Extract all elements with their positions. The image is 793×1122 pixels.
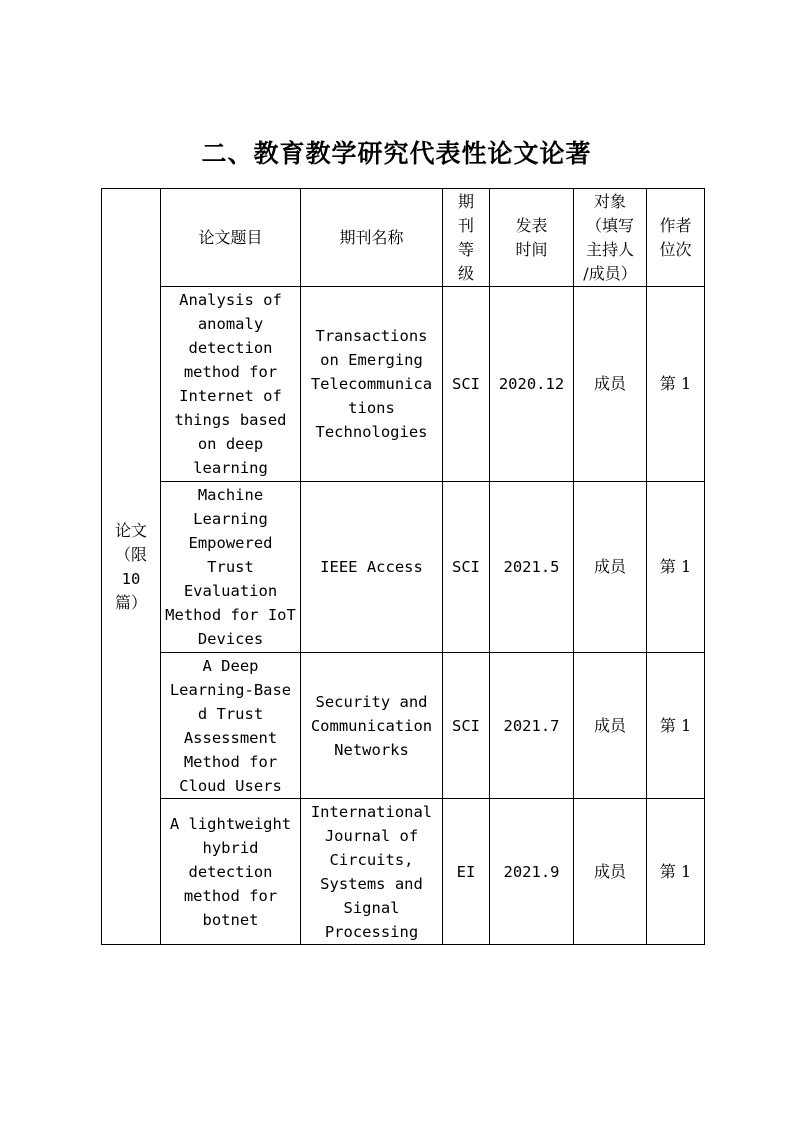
journal-line: Networks <box>334 740 409 759</box>
header-date-line: 时间 <box>515 239 548 259</box>
journal-line: Security and <box>315 692 428 711</box>
date-cell: 2020.12 <box>490 287 574 482</box>
title-line: method for <box>183 886 278 905</box>
category-line: （限 <box>114 544 147 564</box>
title-line: d Trust <box>197 704 264 723</box>
title-line: Empowered <box>188 534 273 552</box>
title-line: Machine <box>197 486 264 504</box>
journal-line: Signal <box>343 898 400 917</box>
journal-line: Communication <box>310 716 433 735</box>
paper-title-cell <box>161 799 301 945</box>
journal-line: Circuits, <box>329 850 414 869</box>
category-line: 10 <box>121 569 141 588</box>
date-cell: 2021.5 <box>490 482 574 653</box>
title-line: Method for IoT <box>165 606 296 624</box>
journal-line: tions <box>348 399 395 417</box>
header-rank-line: 位次 <box>659 239 692 259</box>
journal-cell <box>301 482 443 653</box>
title-line: Assessment <box>183 728 278 747</box>
header-role-line: 主持人 <box>585 239 634 259</box>
title-line: Learning-Base <box>169 680 292 699</box>
journal-line: Systems and <box>320 874 423 893</box>
grade-cell: SCI <box>443 287 490 482</box>
header-author-rank <box>647 189 705 287</box>
title-line: method for <box>183 363 278 381</box>
title-line: detection <box>188 862 273 881</box>
header-date-line: 发表 <box>515 215 548 235</box>
rank-cell: 第 1 <box>647 799 705 945</box>
rank-cell: 第 1 <box>647 482 705 653</box>
header-grade-line: 等 <box>457 239 474 259</box>
journal-line: Technologies <box>315 423 428 441</box>
title-line: learning <box>193 459 268 477</box>
page-title: 二、教育教学研究代表性论文论著 <box>201 139 592 168</box>
title-line: Cloud Users <box>179 776 282 795</box>
category-line: 论文 <box>114 520 147 540</box>
header-row <box>102 189 705 287</box>
title-line: anomaly <box>197 315 264 333</box>
journal-cell <box>301 799 443 945</box>
header-grade-line: 期 <box>457 191 474 211</box>
title-line: A lightweight <box>169 814 292 833</box>
journal-line: IEEE Access <box>320 558 423 576</box>
table-row <box>102 482 705 653</box>
header-role-line: 对象 <box>593 191 626 211</box>
journal-cell <box>301 653 443 799</box>
title-line: A Deep <box>202 656 259 675</box>
paper-title-cell <box>161 653 301 799</box>
paper-title-cell <box>161 482 301 653</box>
table-row <box>102 799 705 945</box>
title-line: things based <box>174 411 287 429</box>
table-row <box>102 287 705 482</box>
role-cell: 成员 <box>574 287 647 482</box>
date-cell: 2021.7 <box>490 653 574 799</box>
header-rank-line: 作者 <box>659 215 692 235</box>
journal-cell <box>301 287 443 482</box>
title-line: Trust <box>207 558 254 576</box>
title-line: Analysis of <box>179 291 282 309</box>
title-line: detection <box>188 339 273 357</box>
journal-line: Journal of <box>324 826 419 845</box>
header-paper-title: 论文题目 <box>161 189 301 287</box>
table-row <box>102 653 705 799</box>
papers-table <box>101 188 705 945</box>
role-cell: 成员 <box>574 482 647 653</box>
rank-cell: 第 1 <box>647 653 705 799</box>
journal-line: Processing <box>324 922 419 941</box>
header-role-line: /成员） <box>583 263 637 283</box>
journal-line: on Emerging <box>320 351 423 369</box>
journal-line: Telecommunica <box>310 375 433 393</box>
title-line: Method for <box>183 752 278 771</box>
title-line: Learning <box>193 510 268 528</box>
journal-line: Transactions <box>315 327 428 345</box>
title-line: hybrid <box>202 838 259 857</box>
header-role <box>574 189 647 287</box>
journal-line: International <box>310 802 433 821</box>
paper-title-cell <box>161 287 301 482</box>
category-line: 篇） <box>114 592 147 612</box>
grade-cell: EI <box>443 799 490 945</box>
grade-cell: SCI <box>443 482 490 653</box>
date-cell: 2021.9 <box>490 799 574 945</box>
title-line: Internet of <box>179 387 282 405</box>
role-cell: 成员 <box>574 653 647 799</box>
title-line: on deep <box>197 435 264 453</box>
header-role-line: （填写 <box>585 215 634 235</box>
header-journal: 期刊名称 <box>301 189 443 287</box>
header-grade-line: 级 <box>457 263 474 283</box>
rank-cell: 第 1 <box>647 287 705 482</box>
title-line: Devices <box>197 630 264 648</box>
category-cell <box>102 189 161 945</box>
grade-cell: SCI <box>443 653 490 799</box>
title-line: Evaluation <box>183 582 278 600</box>
header-grade <box>443 189 490 287</box>
title-line: botnet <box>202 910 259 929</box>
header-date <box>490 189 574 287</box>
header-grade-line: 刊 <box>457 215 474 235</box>
role-cell: 成员 <box>574 799 647 945</box>
